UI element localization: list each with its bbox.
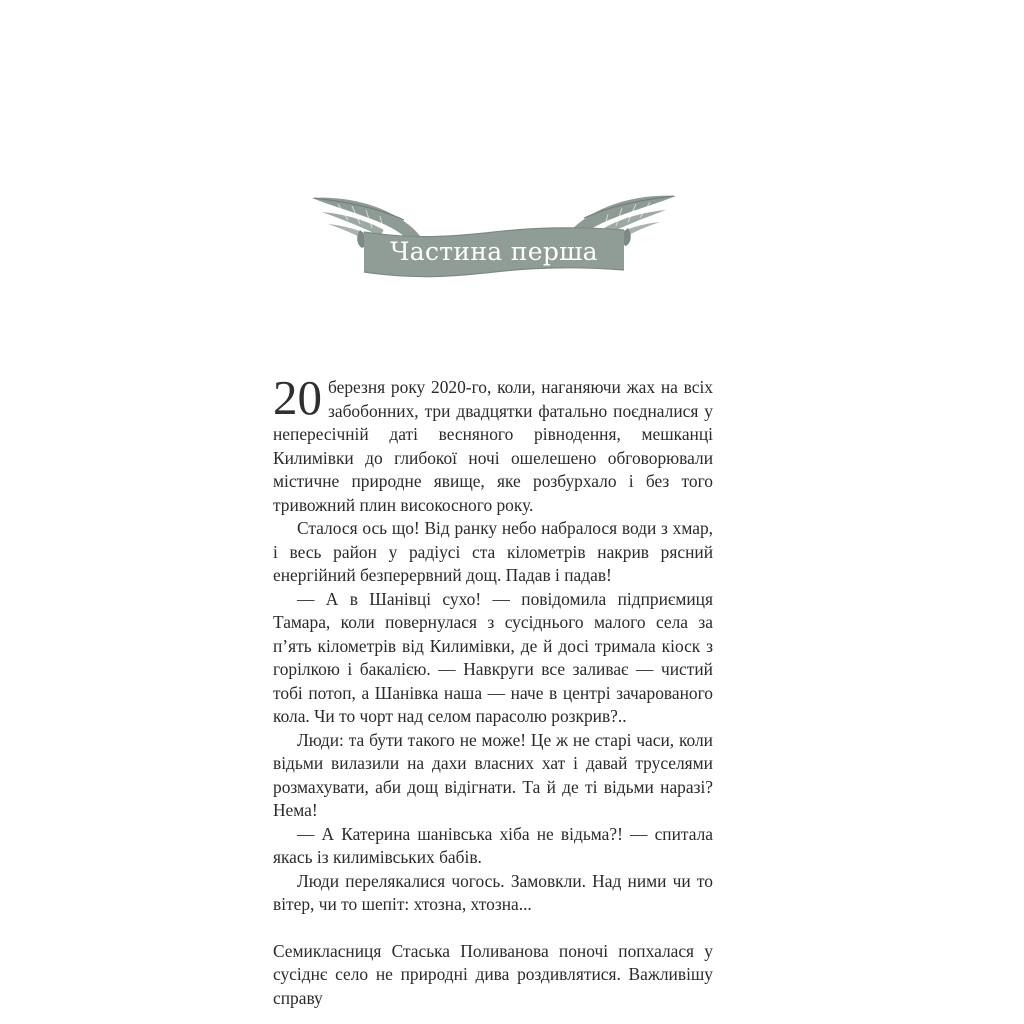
chapter-title: Частина перша <box>390 237 598 266</box>
chapter-text <box>273 370 713 1010</box>
paragraph-opening <box>273 370 713 517</box>
paragraph: — А Катерина шанівська хіба не відьма?! — спитала якась із килимівських бабів. <box>273 823 713 867</box>
paragraph: Сталося ось що! Від ранку небо набралося води з хмар, і весь район у радіусі ста кілометрів накрив рясний енергійний безперервний дощ. Падав і падав! <box>273 518 713 585</box>
chapter-banner <box>308 190 680 290</box>
section-gap <box>273 917 713 940</box>
paragraph: — А в Шанівці сухо! — повідомила підприємиця Тамара, коли повернулася з сусіднього малого села за п’ять кілометрів від Килимівки, де й досі тримала кіоск з горілкою і бакалією. — Навкруги все заливає — чистий тобі потоп, а Шанівка наша — наче в центрі зачарованого кола. Чи то чорт над селом парасолю розкрив?.. <box>273 588 713 726</box>
paragraph: Люди: та бути такого не може! Це ж не старі часи, коли відьми вилазили на дахи власних хат і давай труселями розмахувати, аби дощ відігнати. Та й де ті відьми наразі? Нема! <box>273 729 713 820</box>
paragraph-text: березня року 2020-го, коли, наганяючи жах на всіх забобонних, три двадцятки фатально поєдналися у непересічній даті весняного рівнодення, мешканці Килимівки до глибокої ночі ошелешено обговорювали містичне природне явище, яке розбурхало і без того тривожний плин високосного року. <box>273 377 713 515</box>
drop-cap: 20 <box>273 370 322 425</box>
paragraph: Семикласниця Стаська Поливанова поночі попхалася у сусіднє село не природні дива роздивлятися. Важливішу справу <box>273 940 713 1008</box>
paragraph: Люди перелякалися чогось. Замовкли. Над ними чи то вітер, чи то шепіт: хтозна, хтозна... <box>273 870 713 914</box>
